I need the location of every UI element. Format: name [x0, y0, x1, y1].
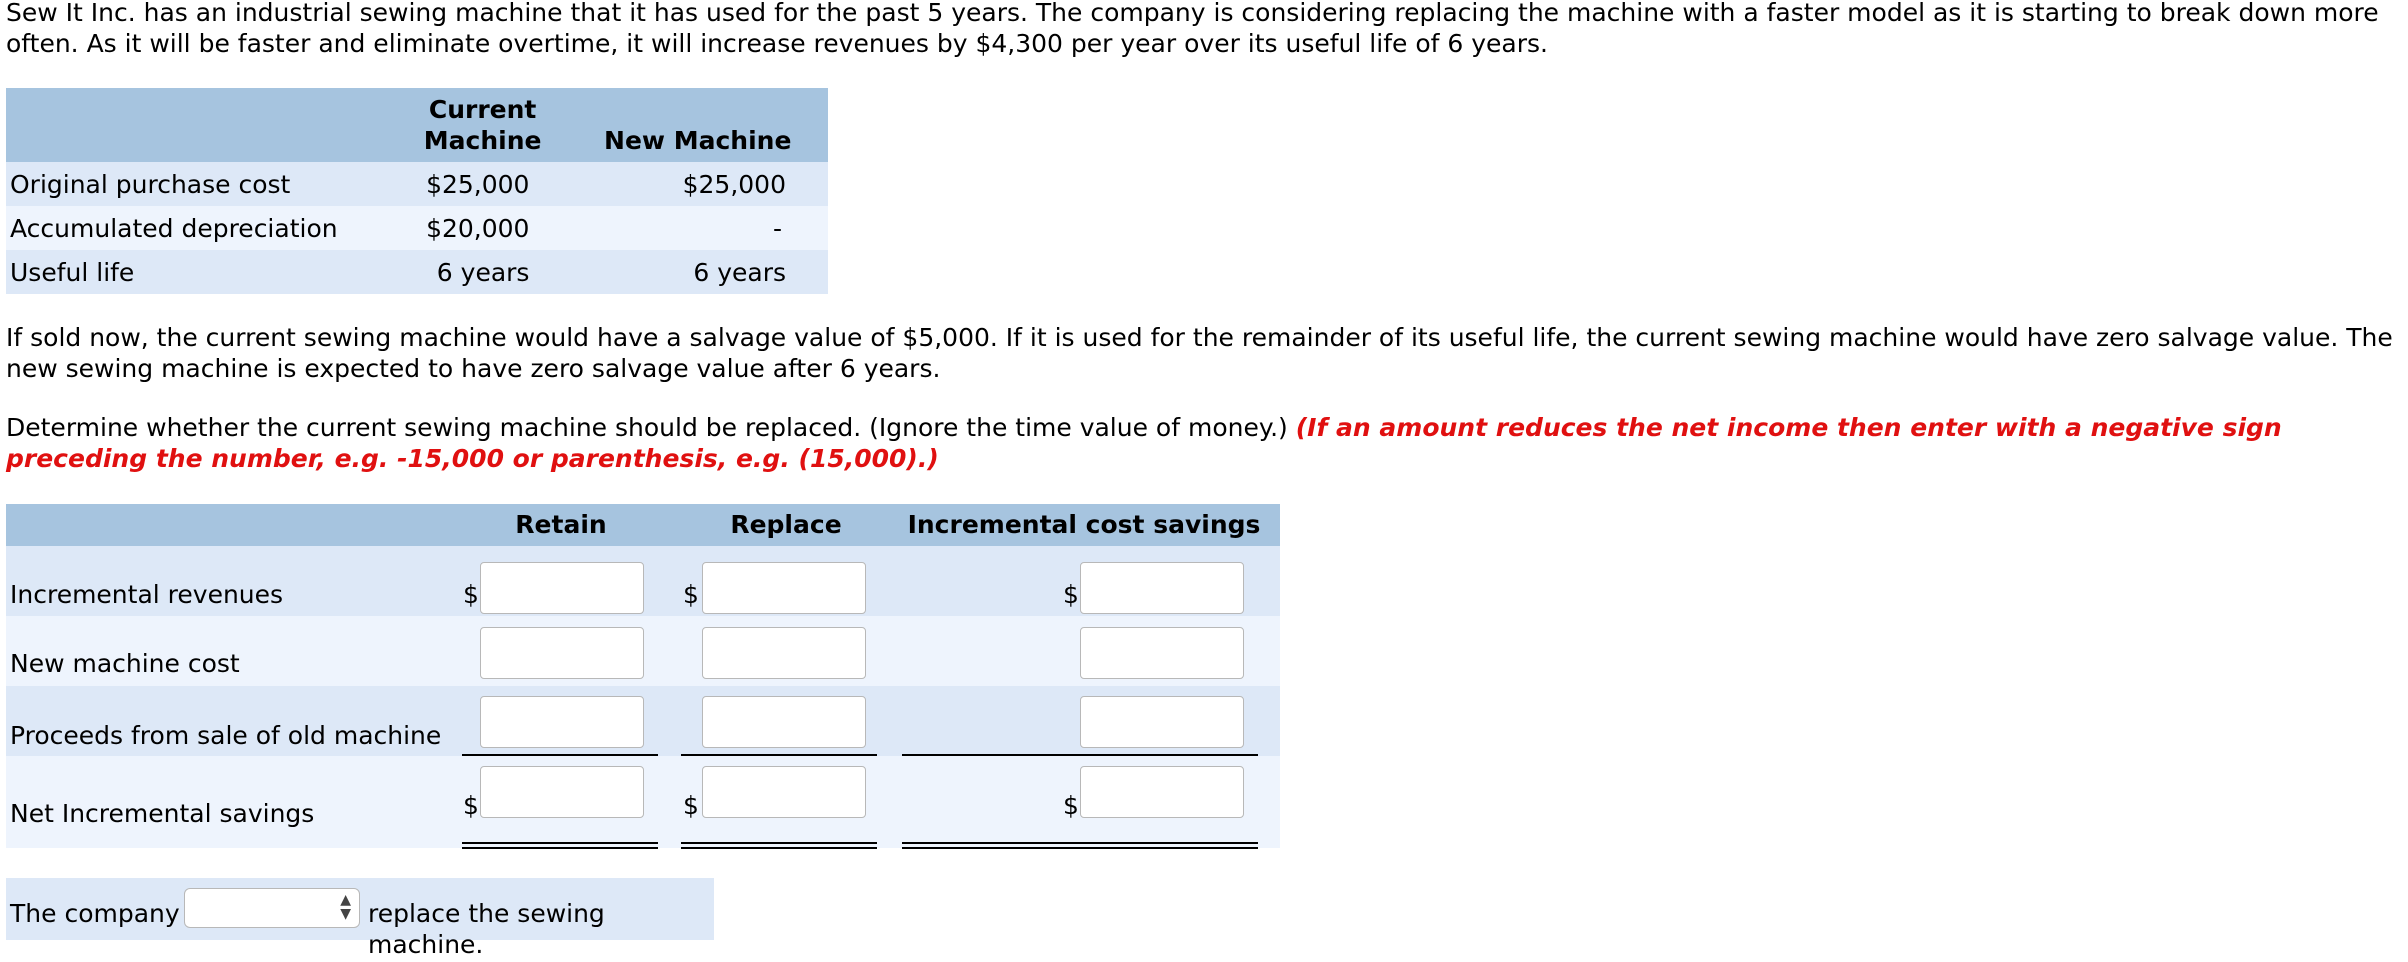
- dollar-sign: $: [463, 580, 479, 609]
- new-value: -: [772, 213, 782, 243]
- dollar-sign: $: [683, 580, 699, 609]
- retain-header: Retain: [515, 510, 607, 539]
- table-row: [6, 546, 1280, 616]
- row-label: Original purchase cost: [10, 169, 291, 199]
- table-row: [6, 162, 828, 206]
- updown-arrows-icon: ▲ ▼: [340, 892, 351, 922]
- row-label: Accumulated depreciation: [10, 213, 338, 243]
- retain-new-machine-cost-input[interactable]: [480, 627, 644, 679]
- conclusion-row: [6, 878, 714, 959]
- machine-comparison-table: [6, 88, 828, 294]
- table-row: [6, 616, 1280, 686]
- instruction-text: Determine whether the current sewing machine should be replaced. (Ignore the time value of money.): [6, 413, 1288, 442]
- row-label: Useful life: [10, 257, 135, 287]
- total-double-line: [462, 842, 658, 849]
- conclusion-suffix: replace the sewing machine.: [368, 899, 605, 959]
- replace-proceeds-input[interactable]: [702, 696, 866, 748]
- row-label: Proceeds from sale of old machine: [10, 721, 442, 750]
- dollar-sign: $: [1063, 791, 1079, 820]
- dollar-sign: $: [463, 791, 479, 820]
- table-row: [6, 206, 828, 250]
- total-double-line: [902, 842, 1258, 849]
- table-row: [6, 686, 1280, 756]
- replace-header: Replace: [730, 510, 842, 539]
- analysis-table-header: [6, 504, 1280, 546]
- salvage-paragraph: If sold now, the current sewing machine would have a salvage value of $5,000. If it is used for the remainder of its useful life, the current sewing machine would have zero salvage value. The new sewing machine is expected to have zero salvage value after 6 years.: [6, 323, 2393, 383]
- problem-intro: Sew It Inc. has an industrial sewing machine that it has used for the past 5 years. The company is considering replacing the machine with a faster model as it is starting to break down more often. As it will be faster and eliminate overtime, it will increase revenues by $4,300 per year over its useful life of 6 years.: [6, 0, 2379, 58]
- savings-new-machine-cost-input[interactable]: [1080, 627, 1244, 679]
- savings-revenues-input[interactable]: [1080, 562, 1244, 614]
- new-machine-header: New Machine: [604, 126, 792, 155]
- replace-new-machine-cost-input[interactable]: [702, 627, 866, 679]
- replace-revenues-input[interactable]: [702, 562, 866, 614]
- savings-proceeds-input[interactable]: [1080, 696, 1244, 748]
- total-double-line: [681, 842, 877, 849]
- retain-proceeds-input[interactable]: [480, 696, 644, 748]
- incremental-savings-header: Incremental cost savings: [907, 510, 1261, 539]
- savings-net-savings-input[interactable]: [1080, 766, 1244, 818]
- analysis-table: [6, 504, 1280, 848]
- should-replace-dropdown[interactable]: [184, 888, 360, 928]
- row-label: Incremental revenues: [10, 580, 284, 609]
- replace-net-savings-input[interactable]: [702, 766, 866, 818]
- current-value: $25,000: [426, 169, 530, 199]
- table-row: [6, 756, 1280, 848]
- new-value: $25,000: [682, 169, 786, 199]
- machine-table-header: [6, 88, 828, 162]
- retain-net-savings-input[interactable]: [480, 766, 644, 818]
- retain-revenues-input[interactable]: [480, 562, 644, 614]
- new-value: 6 years: [693, 257, 786, 287]
- row-label: Net Incremental savings: [10, 799, 315, 828]
- dollar-sign: $: [683, 791, 699, 820]
- conclusion-prefix: The company: [10, 899, 180, 928]
- row-label: New machine cost: [10, 649, 240, 678]
- current-machine-header: Current Machine: [423, 95, 542, 155]
- instruction-note: (If an amount reduces the net income then enter with a negative sign preceding the number, e.g. -15,000 or parenthesis, e.g. (15,000).): [6, 413, 2282, 473]
- table-row: [6, 250, 828, 294]
- dollar-sign: $: [1063, 580, 1079, 609]
- current-value: $20,000: [426, 213, 530, 243]
- current-value: 6 years: [436, 257, 530, 287]
- instruction-paragraph: [6, 412, 2402, 474]
